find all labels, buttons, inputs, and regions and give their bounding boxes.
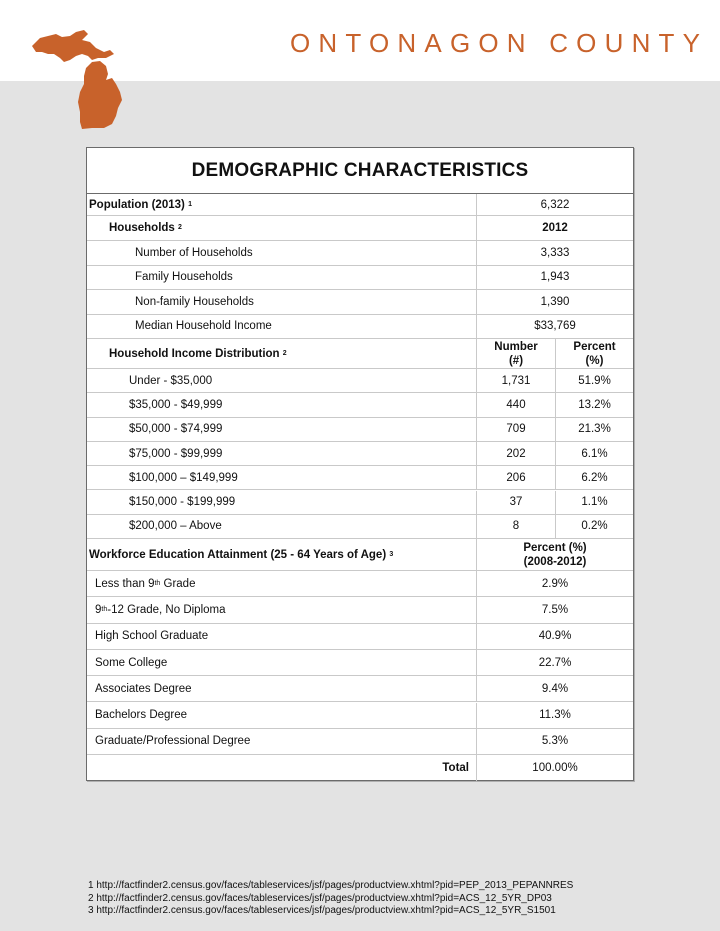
michigan-map-icon: [30, 28, 134, 130]
income-number: 37: [509, 496, 523, 509]
household-value: 1,390: [540, 295, 570, 308]
income-range: $75,000 - $99,999: [129, 447, 223, 460]
income-row: [87, 369, 633, 393]
education-row: [87, 676, 633, 702]
education-percent: 5.3%: [541, 735, 569, 748]
income-header-row: [87, 339, 633, 369]
education-level: Bachelors Degree: [95, 709, 188, 722]
household-value: $33,769: [534, 320, 576, 333]
education-level: Less than 9 th Grade: [95, 577, 196, 590]
household-label: Family Households: [135, 271, 233, 284]
income-percent: 6.2%: [581, 471, 608, 484]
education-percent: 7.5%: [541, 603, 569, 616]
income-number: 202: [506, 447, 526, 460]
education-row: [87, 597, 633, 623]
income-percent: 6.1%: [581, 447, 608, 460]
education-label: Workforce Education Attainment (25 - 64 Years of Age) 3: [89, 548, 394, 561]
income-percent-header: Percent (%): [573, 340, 616, 367]
footnotes: [88, 880, 573, 918]
income-range: $150,000 - $199,999: [129, 496, 236, 509]
income-percent: 0.2%: [581, 520, 608, 533]
education-level: 9 th -12 Grade, No Diploma: [95, 603, 226, 616]
income-range: $200,000 – Above: [129, 520, 222, 533]
households-year: 2012: [542, 222, 568, 234]
household-label: Number of Households: [135, 246, 253, 259]
households-label: Households 2: [109, 222, 182, 234]
income-number: 1,731: [501, 374, 531, 387]
education-level: Some College: [95, 656, 168, 669]
education-row: [87, 624, 633, 650]
education-row: [87, 729, 633, 755]
education-percent: 11.3%: [539, 709, 571, 722]
education-percent: 40.9%: [538, 630, 572, 643]
county-title: ONTONAGON COUNTY: [290, 28, 709, 58]
income-range: $35,000 - $49,999: [129, 398, 223, 411]
income-range: $50,000 - $74,999: [129, 423, 223, 436]
footnote-2: 2 http://factfinder2.census.gov/faces/tableservices/jsf/pages/productview.xhtml?pid=ACS_12_5YR_DP03: [88, 892, 552, 904]
education-row: [87, 703, 633, 729]
income-percent: 13.2%: [578, 398, 611, 411]
education-percent: 9.4%: [541, 682, 569, 695]
population-label: Population (2013) 1: [89, 198, 192, 211]
total-label: Total: [442, 762, 469, 774]
income-row: [87, 491, 633, 515]
footnote-1: 1 http://factfinder2.census.gov/faces/tableservices/jsf/pages/productview.xhtml?pid=PEP_2013_PEPANNRES: [88, 880, 574, 891]
household-value: 1,943: [540, 271, 570, 284]
education-level: High School Graduate: [95, 630, 209, 643]
education-percent: 22.7%: [538, 656, 572, 669]
income-range: $100,000 – $149,999: [129, 471, 238, 484]
total-row: [87, 755, 633, 781]
income-row: [87, 418, 633, 442]
education-row: [87, 650, 633, 676]
income-row: [87, 515, 633, 539]
total-value: 100.00%: [532, 762, 578, 774]
income-label: Household Income Distribution 2: [109, 347, 287, 360]
income-number: 709: [506, 423, 526, 436]
households-header-row: [87, 216, 633, 241]
education-percent-header: Percent (%) (2008-2012): [523, 541, 587, 568]
education-level: Graduate/Professional Degree: [95, 735, 251, 748]
population-row: [87, 194, 633, 216]
education-row: [87, 571, 633, 597]
income-number: 440: [506, 398, 526, 411]
income-percent: 1.1%: [581, 496, 608, 509]
education-level: Associates Degree: [95, 682, 192, 695]
income-row: [87, 442, 633, 466]
income-number-header: Number (#): [494, 340, 538, 367]
household-label: Median Household Income: [135, 320, 272, 333]
household-label: Non-family Households: [135, 295, 254, 308]
education-percent: 2.9%: [541, 577, 569, 590]
income-row: [87, 466, 633, 490]
income-number: 8: [512, 520, 520, 533]
household-row: [87, 290, 633, 315]
household-row: [87, 266, 633, 291]
income-percent: 51.9%: [578, 374, 611, 387]
income-row: [87, 393, 633, 417]
household-row: [87, 241, 633, 266]
household-value: 3,333: [540, 246, 570, 259]
education-header-row: [87, 539, 633, 571]
household-row: [87, 315, 633, 340]
income-percent: 21.3%: [578, 423, 611, 436]
income-range: Under - $35,000: [129, 374, 213, 387]
income-number: 206: [506, 471, 526, 484]
population-value: 6,322: [540, 198, 570, 211]
table-title: DEMOGRAPHIC CHARACTERISTICS: [87, 148, 633, 194]
demographics-table: [86, 147, 634, 781]
footnote-3: 3 http://factfinder2.census.gov/faces/tableservices/jsf/pages/productview.xhtml?pid=ACS_12_5YR_S1501: [88, 905, 556, 916]
